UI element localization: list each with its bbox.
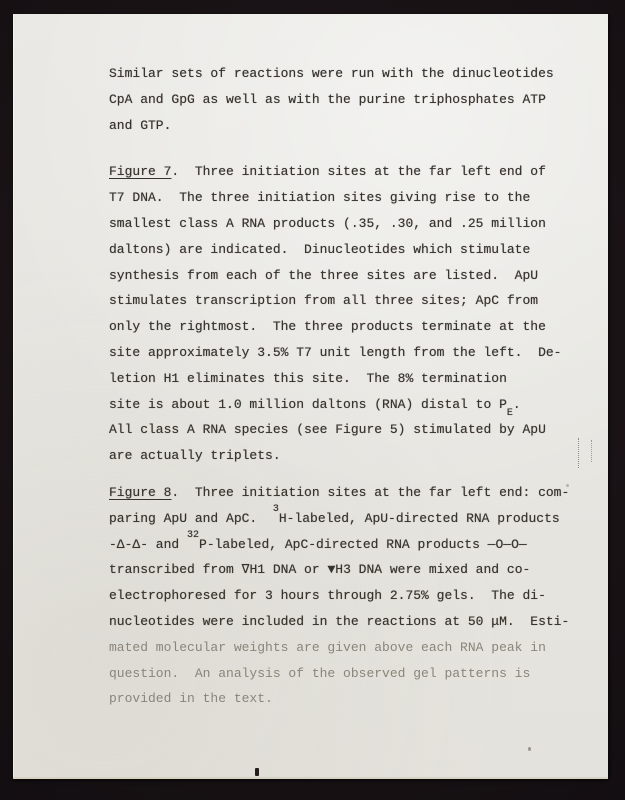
scan-artifact-speck	[528, 747, 531, 751]
text-line: stimulates transcription from all three sites; ApC from	[109, 293, 539, 309]
text-line: daltons) are indicated. Dinucleotides which stimulate	[109, 241, 531, 257]
intro-paragraph	[109, 61, 584, 138]
scanned-page	[13, 14, 608, 777]
p32-superscript: 32	[187, 530, 200, 542]
pe-subscript: E	[506, 408, 513, 420]
pe-line-pre: site is about 1.0 million daltons (RNA) distal to P	[109, 396, 507, 412]
text-line: question. An analysis of the observed gel patterns is	[109, 665, 531, 681]
text-line: provided in the text.	[109, 691, 273, 707]
text-line: CpA and GpG as well as with the purine triphosphates ATP	[109, 91, 546, 107]
text-line: electrophoresed for 3 hours through 2.75% gels. The di-	[109, 588, 546, 604]
p32-line-post: P-labeled, ApC-directed RNA products —O—O—	[199, 536, 527, 552]
figure7-label: Figure 7	[109, 164, 172, 180]
figure8-label: Figure 8	[109, 484, 172, 500]
figure8-h3-line	[109, 506, 584, 532]
figure7-body	[109, 185, 584, 391]
text-line: Similar sets of reactions were run with the dinucleotides	[109, 66, 554, 81]
text-line: and GTP.	[109, 117, 172, 133]
figure8-lead-rest: . Three initiation sites at the far left end: com-	[171, 484, 570, 500]
text-line: synthesis from each of the three sites are listed. ApU	[109, 267, 539, 283]
figure8-body	[109, 557, 584, 634]
h3-superscript: 3	[272, 504, 279, 516]
text-line: smallest class A RNA products (.35, .30, and .25 million	[109, 215, 546, 231]
figure7-tail	[109, 417, 584, 469]
figure7-pe-line	[109, 392, 584, 418]
figure7-caption	[109, 159, 584, 469]
figure8-caption	[109, 480, 584, 712]
text-line: only the rightmost. The three products terminate at the	[109, 319, 546, 335]
text-line: All class A RNA species (see Figure 5) stimulated by ApU	[109, 422, 546, 438]
scan-artifact-dotted-line	[591, 440, 592, 462]
h3-line-post: H-labeled, ApU-directed RNA products	[278, 510, 560, 526]
pe-line-post: .	[512, 396, 521, 412]
figure8-p32-line	[109, 532, 584, 558]
figure7-lead-line	[109, 159, 584, 185]
p32-line-pre: -Δ-Δ- and	[109, 536, 188, 552]
text-line: are actually triplets.	[109, 448, 281, 464]
text-line: transcribed from ∇H1 DNA or ▼H3 DNA were mixed and co-	[109, 562, 531, 578]
text-line: nucleotides were included in the reactions at 50 μM. Esti-	[109, 613, 570, 629]
figure7-lead-rest: . Three initiation sites at the far left end of	[171, 164, 546, 180]
text-line: T7 DNA. The three initiation sites giving rise to the	[109, 190, 531, 206]
scan-artifact-speck	[255, 768, 259, 776]
text-line: letion H1 eliminates this site. The 8% termination	[109, 370, 507, 386]
figure8-faded-tail	[109, 635, 584, 712]
scan-artifact-dotted-line	[578, 438, 579, 468]
figure8-lead-line	[109, 480, 584, 506]
h3-line-pre: paring ApU and ApC.	[109, 510, 273, 526]
page-text	[109, 61, 584, 712]
text-line: mated molecular weights are given above each RNA peak in	[109, 639, 546, 655]
text-line: site approximately 3.5% T7 unit length from the left. De-	[109, 344, 562, 360]
scan-artifact-speck	[566, 484, 569, 487]
